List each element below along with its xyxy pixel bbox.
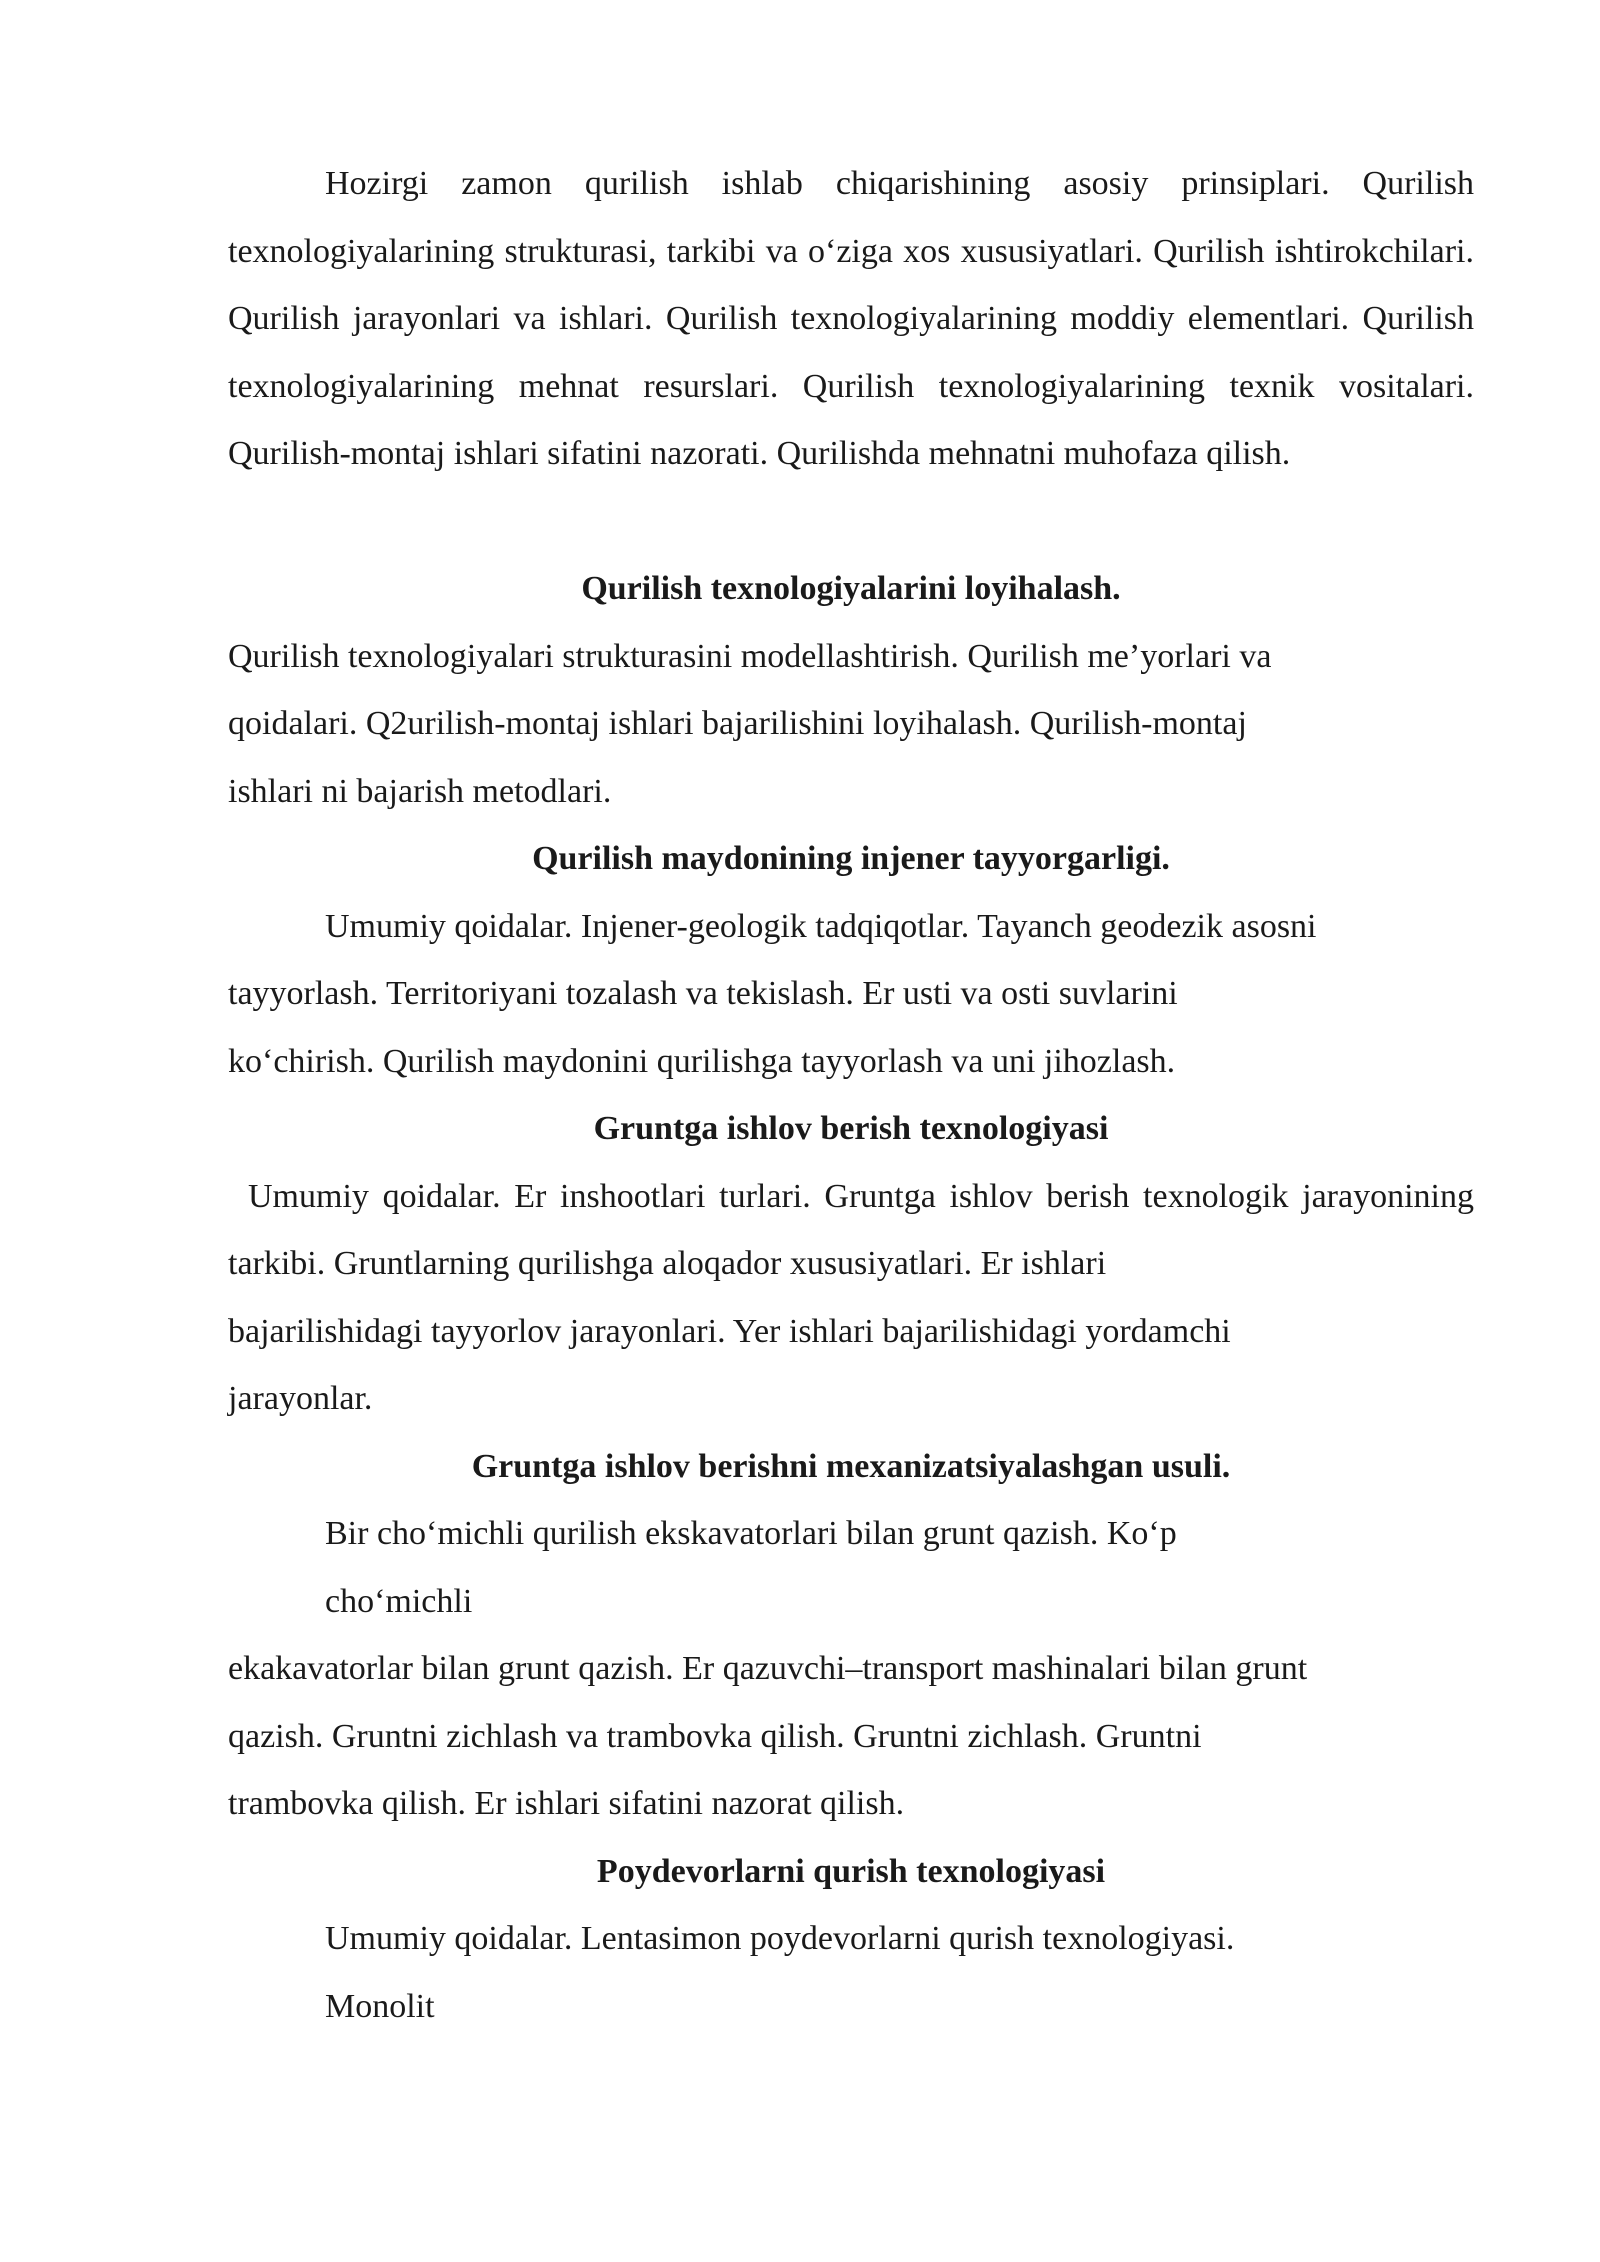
text-line: ishlari ni bajarish metodlari. [228, 772, 612, 810]
spacer [228, 488, 1474, 556]
text-line: ko‘chirish. Qurilish maydonini qurilishga tayyorlash va uni jihozlash. [228, 1042, 1176, 1080]
section-heading-design: Qurilish texnologiyalarini loyihalash. [581, 570, 1121, 607]
text-line: Umumiy qoidalar. Injener-geologik tadqiqotlar. Tayanch geodezik asosni [325, 907, 1317, 945]
text-line: qoidalari. Q2urilish-montaj ishlari bajarilishini loyihalash. Qurilish-montaj [228, 705, 1247, 742]
text-line: trambovka qilish. Er ishlari sifatini nazorat qilish. [228, 1785, 905, 1822]
section-heading-site-preparation: Qurilish maydonining injener tayyorgarligi. [532, 840, 1170, 877]
text-line: tayyorlash. Territoriyani tozalash va tekislash. Er usti va osti suvlarini [228, 975, 1178, 1012]
section-heading-foundations: Poydevorlarni qurish texnologiyasi [596, 1852, 1106, 1890]
indented-line: Umumiy qoidalar. Lentasimon poydevorlarni qurish texnologiyasi. [325, 1920, 1235, 1957]
intro-paragraph: Hozirgi zamon qurilish ishlab chiqarishining asosiy prinsiplari. Qurilish texnologiyalarining strukturasi, tarkibi va o‘ziga xos xususiyatlari. Qurilish ishtirokchilari. Qurilish jarayonlari va ishlari. Qurilish texnologiyalarining moddiy elementlari. Qurilish texnologiyalarining mehnat resurslari. Qurilish texnologiyalarining texnik vositalari. Qurilish-montaj ishlari sifatini nazorati. Qurilishda mehnatni muhofaza qilish. [228, 165, 1474, 472]
indented-line: Bir cho‘michli qurilish ekskavatorlari bilan grunt qazish. Ko‘p [325, 1515, 1177, 1552]
document-page [228, 150, 1474, 2040]
section-heading-mechanized-method: Gruntga ishlov berishni mexanizatsiyalashgan usuli. [471, 1447, 1231, 1485]
text-line: Qurilish texnologiyalari strukturasini modellashtirish. Qurilish me’yorlari va [228, 637, 1272, 675]
section-heading-ground-works: Gruntga ishlov berish texnologiyasi [593, 1110, 1109, 1147]
text-line: qazish. Gruntni zichlash va trambovka qilish. Gruntni zichlash. Gruntni [228, 1717, 1202, 1755]
text-line: ekakavatorlar bilan grunt qazish. Er qazuvchi–transport mashinalari bilan grunt [228, 1650, 1308, 1687]
indented-line: cho‘michli [325, 1582, 473, 1620]
text-line: bajarilishidagi tayyorlov jarayonlari. Yer ishlari bajarilishidagi yordamchi [228, 1312, 1231, 1350]
text-line: jarayonlar. [228, 1380, 373, 1417]
justified-paragraph: Umumiy qoidalar. Er inshootlari turlari. Gruntga ishlov berish texnologik jarayonining tarkibi. Gruntlarning qurilishga aloqador xususiyatlari. Er ishlari [228, 1177, 1474, 1282]
indented-line: Monolit [325, 1987, 435, 2025]
